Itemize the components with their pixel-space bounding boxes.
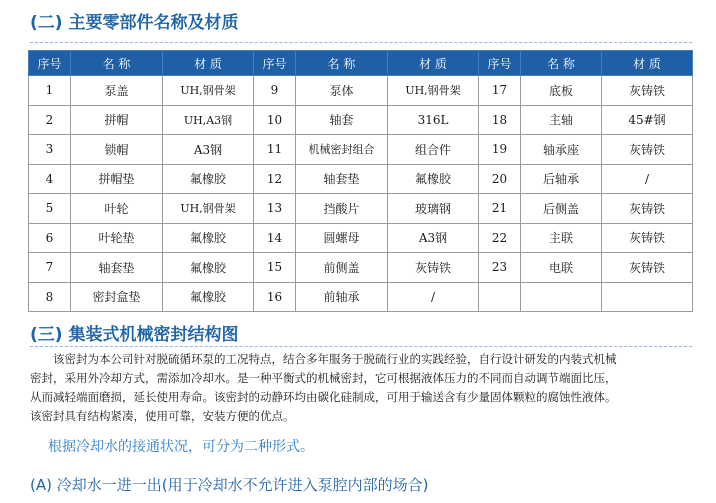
cell-material: 氟橡胶 (163, 164, 254, 194)
cell-material: 灰铸铁 (602, 135, 693, 165)
cell-part-name: 轴承座 (521, 135, 602, 165)
cell-material: A3钢 (163, 135, 254, 165)
subsection-a-title: (A) 冷却水一进一出(用于冷却水不允许进入泵腔内部的场合) (30, 476, 429, 494)
cell-material: UH,钢骨架 (163, 194, 254, 224)
cell-material: UH,钢骨架 (388, 76, 479, 106)
cell-no: 11 (254, 135, 296, 165)
cell-material: 316L (388, 105, 479, 135)
table-row (29, 105, 693, 135)
cell-material: 灰铸铁 (602, 223, 693, 253)
table-row (29, 223, 693, 253)
header-material: 材 质 (602, 51, 693, 76)
header-name: 名 称 (71, 51, 163, 76)
cell-part-name: 前侧盖 (296, 253, 388, 283)
cell-material: A3钢 (388, 223, 479, 253)
cell-part-name: 拼帽 (71, 105, 163, 135)
table-row (29, 76, 693, 106)
cell-material: / (388, 282, 479, 312)
cell-no: 3 (29, 135, 71, 165)
cell-no: 13 (254, 194, 296, 224)
table-row (29, 282, 693, 312)
cell-material: 灰铸铁 (602, 76, 693, 106)
cell-material: 灰铸铁 (602, 194, 693, 224)
table-row (29, 135, 693, 165)
cell-part-name: 前轴承 (296, 282, 388, 312)
table-row (29, 194, 693, 224)
section-3-title: (三) 集装式机械密封结构图 (30, 325, 239, 345)
cell-no: 23 (479, 253, 521, 283)
header-no: 序号 (29, 51, 71, 76)
table-row (29, 253, 693, 283)
cooling-note: 根据冷却水的接通状况，可分为二种形式。 (48, 439, 314, 455)
cell-no: 17 (479, 76, 521, 106)
section-2-divider (30, 42, 692, 43)
cell-material: 组合件 (388, 135, 479, 165)
cell-part-name: 轴套 (296, 105, 388, 135)
cell-no: 9 (254, 76, 296, 106)
paragraph-line: 从而减轻端面磨损，延长使用寿命。该密封的动静环均由碳化硅制成，可用于输送含有少量固体颗粒的腐蚀性液体。 (30, 390, 617, 404)
cell-no: 14 (254, 223, 296, 253)
paragraph-line: 该密封具有结构紧凑，使用可靠，安装方便的优点。 (30, 409, 295, 423)
cell-no: 6 (29, 223, 71, 253)
cell-no: 8 (29, 282, 71, 312)
cell-material: 氟橡胶 (163, 253, 254, 283)
cell-material: 灰铸铁 (388, 253, 479, 283)
cell-material: 氟橡胶 (388, 164, 479, 194)
table-row (29, 164, 693, 194)
cell-no: 20 (479, 164, 521, 194)
cell-part-name: 机械密封组合 (296, 135, 388, 165)
header-no: 序号 (479, 51, 521, 76)
cell-part-name: 密封盒垫 (71, 282, 163, 312)
cell-part-name: 底板 (521, 76, 602, 106)
cell-part-name: 圆螺母 (296, 223, 388, 253)
cell-part-name: 轴套垫 (296, 164, 388, 194)
cell-part-name: 泵体 (296, 76, 388, 106)
cell-no: 21 (479, 194, 521, 224)
cell-no: 5 (29, 194, 71, 224)
cell-no: 2 (29, 105, 71, 135)
cell-part-name: 轴套垫 (71, 253, 163, 283)
cell-no: 7 (29, 253, 71, 283)
parts-table (28, 50, 693, 312)
cell-no: 16 (254, 282, 296, 312)
cell-material: UH,A3钢 (163, 105, 254, 135)
cell-no: 22 (479, 223, 521, 253)
table-header-row (29, 51, 693, 76)
cell-no: 19 (479, 135, 521, 165)
section-2-title: (二) 主要零部件名称及材质 (30, 13, 239, 33)
cell-material: 氟橡胶 (163, 223, 254, 253)
cell-part-name: 后侧盖 (521, 194, 602, 224)
header-material: 材 质 (163, 51, 254, 76)
paragraph-line: 密封，采用外冷却方式，需添加冷却水。是一种平衡式的机械密封，它可根据液体压力的不同而自动调节端面比压， (30, 371, 617, 385)
header-name: 名 称 (296, 51, 388, 76)
cell-no: 18 (479, 105, 521, 135)
header-no: 序号 (254, 51, 296, 76)
cell-part-name: 主联 (521, 223, 602, 253)
cell-material: / (602, 164, 693, 194)
cell-material: UH,钢骨架 (163, 76, 254, 106)
cell-part-name: 泵盖 (71, 76, 163, 106)
cell-material: 45#钢 (602, 105, 693, 135)
cell-no: 12 (254, 164, 296, 194)
cell-part-name: 拼帽垫 (71, 164, 163, 194)
cell-part-name: 叶轮 (71, 194, 163, 224)
header-name: 名 称 (521, 51, 602, 76)
cell-no: 4 (29, 164, 71, 194)
cell-part-name: 叶轮垫 (71, 223, 163, 253)
section-3-divider (30, 346, 692, 347)
cell-part-name: 挡酸片 (296, 194, 388, 224)
cell-part-name (521, 282, 602, 312)
cell-part-name: 电联 (521, 253, 602, 283)
cell-material: 灰铸铁 (602, 253, 693, 283)
paragraph-line: 该密封为本公司针对脱硫循环泵的工况特点，结合多年服务于脱硫行业的实践经验，自行设计研发的内装式机械 (30, 352, 617, 366)
cell-material (602, 282, 693, 312)
cell-part-name: 后轴承 (521, 164, 602, 194)
cell-part-name: 主轴 (521, 105, 602, 135)
cell-material: 氟橡胶 (163, 282, 254, 312)
cell-no: 15 (254, 253, 296, 283)
cell-material: 玻璃钢 (388, 194, 479, 224)
cell-no: 10 (254, 105, 296, 135)
cell-part-name: 锁帽 (71, 135, 163, 165)
header-material: 材 质 (388, 51, 479, 76)
cell-no (479, 282, 521, 312)
cell-no: 1 (29, 76, 71, 106)
